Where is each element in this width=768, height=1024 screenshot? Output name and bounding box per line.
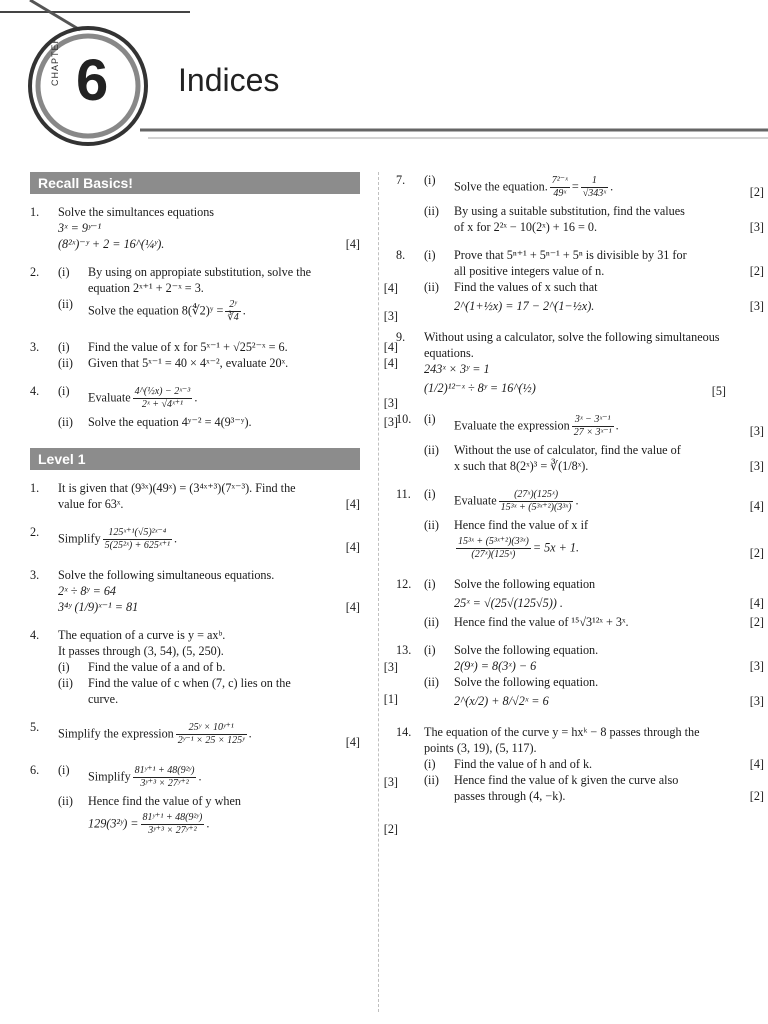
question-number: 3. xyxy=(30,340,40,354)
equation: 2^(1+½x) = 17 − 2^(1−½x). xyxy=(454,299,595,313)
question: 5. Simplify the expression $\frac{\text{25ʸ × 10ʸ⁺¹}}{\text{2ʸ⁻¹ × 25 × 125ʸ}}$ . [4] xyxy=(30,720,360,749)
part-label: (ii) xyxy=(58,415,73,429)
marks: [3] xyxy=(383,415,398,429)
marks: [2] xyxy=(749,615,764,629)
marks: [4] xyxy=(383,281,398,295)
part-label: (ii) xyxy=(58,356,73,370)
question xyxy=(30,204,360,252)
marks: [4] xyxy=(345,237,360,251)
question xyxy=(30,339,398,371)
question: 10. (i) Evaluate the expression $\frac{\text{3ˣ − 3ˣ⁻¹}}{\text{27 × 3ˣ⁻¹}}$ . [3] (ii) Without the use of calculator, find the value of x such that 8(2ˣ)³ = ∛(1/8ˣ). [3] xyxy=(396,412,764,473)
part-label: (ii) xyxy=(424,518,439,532)
question-number: 11. xyxy=(396,487,411,501)
part-text: Hence find the value of ¹⁵√3¹²ˣ + 3ˣ. xyxy=(454,615,629,629)
part-label: (i) xyxy=(58,660,70,674)
marks: [4] xyxy=(383,340,398,354)
marks: [2] xyxy=(749,185,764,199)
equation: 2(9ˣ) = 8(3ˣ) − 6 xyxy=(454,659,537,673)
part-label: (ii) xyxy=(424,204,439,218)
left-column xyxy=(30,172,398,852)
question-number: 10. xyxy=(396,412,412,426)
part-label: (ii) xyxy=(424,615,439,629)
marks: [3] xyxy=(749,694,764,708)
question-text: The equation of the curve y = hxᵏ − 8 passes through the points (3, 19), (5, 117). xyxy=(424,725,700,755)
marks: [3] xyxy=(749,659,764,673)
question-number: 2. xyxy=(30,265,40,279)
right-column xyxy=(396,172,764,816)
part-label: (i) xyxy=(424,487,436,501)
fraction: $\frac{\text{2ʸ}}{∛4}$ xyxy=(227,299,239,323)
question xyxy=(396,576,764,630)
marks: [3] xyxy=(383,309,398,323)
part-text: Find the value of c when (7, c) lies on the curve. xyxy=(88,676,291,706)
equation: (8²ˣ)⁻ʸ + 2 = 16^(¼ʸ). xyxy=(58,237,165,251)
part-label: (i) xyxy=(58,265,70,279)
question-text: value for 63ˣ. xyxy=(58,497,124,511)
level-1-heading: Level 1 xyxy=(30,448,360,470)
question xyxy=(30,567,360,615)
part-text: Solve the following equation. xyxy=(454,675,599,689)
part-text: Solve the equation 8(∜2)ʸ = xyxy=(88,303,224,318)
marks: [2] xyxy=(749,789,764,803)
question-text: The equation of a curve is y = axᵇ. xyxy=(58,628,226,642)
part-text: Prove that 5ⁿ⁺¹ + 5ⁿ⁻¹ + 5ⁿ is divisible by 31 for all positive integers value of n. xyxy=(454,248,687,278)
equation: 2ˣ ÷ 8ʸ = 64 xyxy=(58,584,117,598)
part-text: Find the values of x such that xyxy=(454,280,598,294)
part-text: Evaluate xyxy=(454,493,497,508)
part-text: Solve the following equation. xyxy=(454,643,599,657)
fraction: $\frac{\text{81ʸ⁺¹ + 48(9²ʸ)}}{\text{3ʸ⁺³ × 27ʸ⁺²}}$ xyxy=(142,812,203,836)
marks: [4] xyxy=(749,499,764,513)
marks: [4] xyxy=(383,356,398,370)
question-text: Solve the simultances equations xyxy=(58,205,215,219)
chapter-title: Indices xyxy=(178,62,280,98)
fraction: $\frac{\text{3ˣ − 3ˣ⁻¹}}{\text{27 × 3ˣ⁻¹}}$ xyxy=(573,414,612,438)
question-text: Simplify xyxy=(58,531,101,546)
question-number: 6. xyxy=(30,763,40,777)
part-label: (ii) xyxy=(424,443,439,457)
equation: 3ˣ = 9ʸ⁻¹ xyxy=(58,221,102,235)
marks: [4] xyxy=(345,735,360,749)
marks: [4] xyxy=(749,757,764,771)
marks: [4] xyxy=(345,540,360,554)
fraction: $\frac{\text{15³ˣ + (5³ˣ⁺²)(3³ˣ)}}{\text{(27ˣ)(125ˣ)}}$ xyxy=(458,536,529,560)
marks: [4] xyxy=(345,497,360,511)
question-number: 7. xyxy=(396,173,406,187)
part-text: Solve the equation. xyxy=(454,179,548,194)
part-label: (i) xyxy=(424,412,436,426)
equation: 129(3²ʸ) = xyxy=(88,816,139,831)
chapter-number: 6 xyxy=(76,48,109,113)
part-text: Hence find the value of x if xyxy=(454,518,589,532)
part-label: (i) xyxy=(58,763,70,777)
chapter-header-graphic xyxy=(0,0,768,160)
question-number: 3. xyxy=(30,568,40,582)
question-number: 4. xyxy=(30,628,40,642)
part-text: Simplify xyxy=(88,769,131,784)
marks: [3] xyxy=(383,660,398,674)
part-label: (i) xyxy=(424,248,436,262)
question xyxy=(30,627,398,707)
part-text: Given that 5ˣ⁻¹ = 40 × 4ˣ⁻², evaluate 20ˣ. xyxy=(88,356,289,370)
chapter-label: CHAPTER xyxy=(50,35,60,86)
question-text: It is given that (9³ˣ)(49ˣ) = (3⁴ˣ⁺³)(7ˣ⁻³). Find the xyxy=(58,481,296,495)
part-label: (ii) xyxy=(58,297,73,311)
question xyxy=(396,642,764,712)
marks: [3] xyxy=(383,396,398,410)
fraction: $\frac{\text{(27ˣ)(125ˣ)}}{\text{15³ˣ + (5³ˣ⁺²)(3³ˣ)}}$ xyxy=(500,489,572,513)
equation: (1/2)¹²⁻ˣ ÷ 8ʸ = 16^(½) xyxy=(424,381,536,395)
part-text: Hence find the value of y when xyxy=(88,794,241,808)
marks: [3] xyxy=(749,459,764,473)
fraction: $\frac{\text{25ʸ × 10ʸ⁺¹}}{\text{2ʸ⁻¹ × 25 × 125ʸ}}$ xyxy=(177,722,245,746)
column-divider xyxy=(378,172,379,1012)
part-text: Solve the equation 4ʸ⁻² = 4(9³⁻ʸ). xyxy=(88,415,252,429)
part-label: (i) xyxy=(58,384,70,398)
equation: 25ˣ = √(25√(125√5)) . xyxy=(454,596,563,610)
equation: 243ˣ × 3ʸ = 1 xyxy=(424,362,490,376)
question-number: 5. xyxy=(30,720,40,734)
question-number: 1. xyxy=(30,481,40,495)
question xyxy=(30,480,360,512)
question xyxy=(396,329,726,399)
question-number: 12. xyxy=(396,577,412,591)
question: 7. (i) Solve the equation. $\frac{\text{7²⁻ˣ}}{\text{49ˣ}}$ = $\frac{1}{\text{√343ˣ}}$ . [2] (ii) By using a suitable substitution, find the values of x for 2²ˣ − 10(2ˣ) + 16 = 0. [3] xyxy=(396,173,764,234)
question xyxy=(396,247,764,317)
part-text: Hence find the value of k given the curve also passes through (4, −k). xyxy=(454,773,679,803)
marks: [2] xyxy=(749,546,764,560)
question xyxy=(396,724,764,804)
part-text: Evaluate xyxy=(88,390,131,405)
marks: [4] xyxy=(749,596,764,610)
part-label: (i) xyxy=(424,643,436,657)
recall-basics-heading: Recall Basics! xyxy=(30,172,360,194)
part-label: (ii) xyxy=(424,773,439,787)
part-text: By using a suitable substitution, find the values of x for 2²ˣ − 10(2ˣ) + 16 = 0. xyxy=(454,204,685,234)
question-text: It passes through (3, 54), (5, 250). xyxy=(58,644,224,658)
part-label: (i) xyxy=(424,173,436,187)
part-label: (ii) xyxy=(58,676,73,690)
part-label: (i) xyxy=(424,757,436,771)
question-text: Solve the following simultaneous equations. xyxy=(58,568,275,582)
chapter-header xyxy=(0,0,768,160)
marks: [3] xyxy=(749,220,764,234)
part-text: Solve the following equation xyxy=(454,577,596,591)
fraction: $\frac{\text{7²⁻ˣ}}{\text{49ˣ}}$ xyxy=(551,175,568,199)
marks: [3] xyxy=(749,299,764,313)
question-number: 8. xyxy=(396,248,406,262)
part-label: (ii) xyxy=(424,280,439,294)
question-number: 13. xyxy=(396,643,412,657)
part-text: By using on appropiate substitution, solve the equation 2ˣ⁺¹ + 2⁻ˣ = 3. xyxy=(88,265,312,295)
question: 2. (i) By using on appropiate substitution, solve the equation 2ˣ⁺¹ + 2⁻ˣ = 3. [4] (ii) Solve the equation 8(∜2)ʸ = $\frac{\text{2ʸ}}{∛4}$ . [3] xyxy=(30,265,398,323)
part-text: Evaluate the expression xyxy=(454,418,570,433)
marks: [5] xyxy=(711,384,726,398)
question-text: Simplify the expression xyxy=(58,726,174,741)
fraction: $\frac{1}{\text{√343ˣ}}$ xyxy=(582,175,607,199)
marks: [3] xyxy=(383,775,398,789)
part-text: Without the use of calculator, find the value of x such that 8(2ˣ)³ = ∛(1/8ˣ). xyxy=(454,443,681,473)
equation: = 5x + 1. xyxy=(532,540,580,555)
marks: [3] xyxy=(749,424,764,438)
question-number: 4. xyxy=(30,384,40,398)
question: 11. (i) Evaluate $\frac{\text{(27ˣ)(125ˣ)}}{\text{15³ˣ + (5³ˣ⁺²)(3³ˣ)}}$ . [4] (ii) Hence find the value of x if $\frac{\text{15³ˣ + (5³ˣ⁺²)(3³ˣ)}}{\text{(27ˣ)(125ˣ)}}$ = 5x + 1. [2] xyxy=(396,487,764,560)
part-label: (ii) xyxy=(424,675,439,689)
part-label: (i) xyxy=(424,577,436,591)
question: 4. (i) Evaluate $\frac{\text{4\textasciicircum{}(½x) − 2ˣ⁻³}}{\text{2ˣ + √4ˣ⁺¹}}$ . [3] (ii) Solve the equation 4ʸ⁻² = 4(9³⁻ʸ). [3] xyxy=(30,384,398,429)
marks: [4] xyxy=(345,600,360,614)
equation: 2^(x/2) + 8/√2ˣ = 6 xyxy=(454,694,549,708)
part-text: Find the value of x for 5ˣ⁻¹ + √25²⁻ˣ = 6. xyxy=(88,340,288,354)
question-number: 9. xyxy=(396,330,406,344)
question-number: 14. xyxy=(396,725,412,739)
question: 6. (i) Simplify $\frac{\text{81ʸ⁺¹ + 48(9²ʸ)}}{\text{3ʸ⁺³ × 27ʸ⁺²}}$ . [3] (ii) Hence find the value of y when 129(3²ʸ) = $\frac{\text{81ʸ⁺¹ + 48(9²ʸ)}}{\text{3ʸ⁺³ × 27ʸ⁺²}}$ . [2] xyxy=(30,763,398,836)
fraction: $\frac{\text{4\textasciicircum{}(½x) − 2ˣ⁻³}}{\text{2ˣ + √4ˣ⁺¹}}$ xyxy=(134,386,191,410)
part-label: (ii) xyxy=(58,794,73,808)
fraction: $\frac{\text{125ˣ⁺¹(√5)²ˣ⁻⁴}}{\text{5(25²ˣ) + 625ˣ⁺¹}}$ xyxy=(104,527,170,551)
part-text: Find the value of h and of k. xyxy=(454,757,593,771)
question: 2. Simplify $\frac{\text{125ˣ⁺¹(√5)²ˣ⁻⁴}}{\text{5(25²ˣ) + 625ˣ⁺¹}}$ . [4] xyxy=(30,525,360,554)
question-number: 2. xyxy=(30,525,40,539)
fraction: $\frac{\text{81ʸ⁺¹ + 48(9²ʸ)}}{\text{3ʸ⁺³ × 27ʸ⁺²}}$ xyxy=(134,765,195,789)
question-text: Without using a calculator, solve the following simultaneous equations. xyxy=(424,330,720,360)
marks: [1] xyxy=(383,692,398,706)
marks: [2] xyxy=(383,822,398,836)
part-text: Find the value of a and of b. xyxy=(88,660,226,674)
question-number: 1. xyxy=(30,205,40,219)
part-label: (i) xyxy=(58,340,70,354)
marks: [2] xyxy=(749,264,764,278)
equation: 3⁴ʸ (1/9)ˣ⁻¹ = 81 xyxy=(58,600,139,614)
